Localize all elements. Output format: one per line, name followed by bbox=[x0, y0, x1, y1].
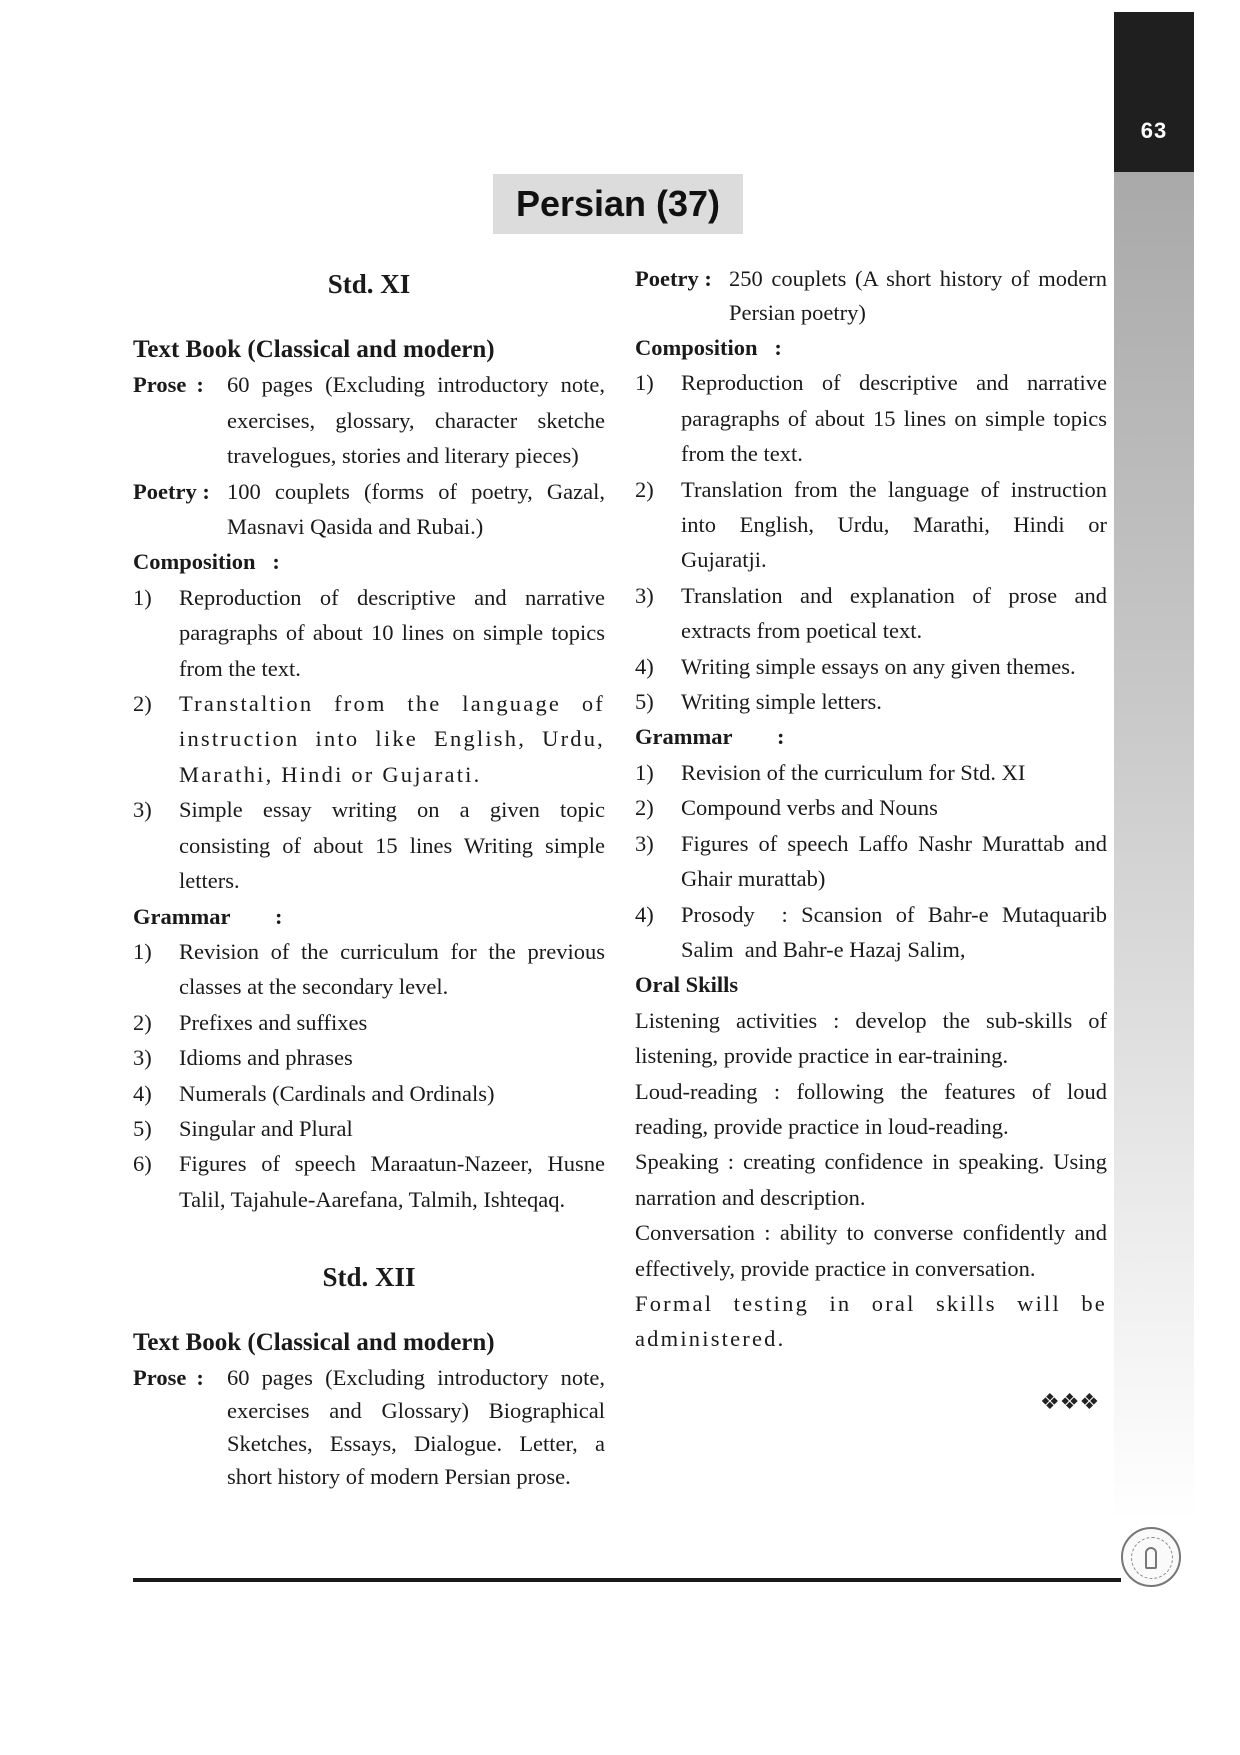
list-item: 3) Simple essay writing on a given topic consisting of about 15 lines Writing simple letters. bbox=[133, 797, 605, 894]
std-xii-textbook-heading: Text Book (Classical and modern) bbox=[133, 1329, 495, 1357]
oral-skills-heading: Oral Skills bbox=[635, 972, 739, 998]
std-xii-poetry bbox=[635, 262, 1107, 330]
list-item: 1) Reproduction of descriptive and narrative paragraphs of about 15 lines on simple topics from the text. bbox=[635, 370, 1107, 467]
board-seal-icon bbox=[1121, 1527, 1181, 1587]
oral-formal-testing: Formal testing in oral skills will be administered. bbox=[635, 1290, 1107, 1352]
std-xii-composition-heading: Composition : bbox=[635, 335, 782, 360]
list-item: 3) Idioms and phrases bbox=[133, 1045, 353, 1071]
list-item: 2) Compound verbs and Nouns bbox=[635, 795, 938, 821]
prose-text: 60 pages (Excluding introductory note, exercises, glossary, character sketche travelogues, stories and literary pieces) bbox=[227, 372, 605, 469]
oral-speaking: Speaking : creating confidence in speaking. Using narration and description. bbox=[635, 1149, 1107, 1210]
list-item: 1) Reproduction of descriptive and narrative paragraphs of about 10 lines on simple topics from the text. bbox=[133, 584, 605, 681]
std-xii-heading: Std. XII bbox=[322, 1262, 416, 1293]
std-xii-grammar-heading: Grammar : bbox=[635, 724, 785, 750]
list-item: 3) Figures of speech Laffo Nashr Murattab and Ghair murattab) bbox=[635, 830, 1107, 892]
std-xi-grammar-heading: Grammar : bbox=[133, 903, 283, 929]
std-xi-composition-heading: Composition : bbox=[133, 549, 280, 575]
std-xii-prose: Prose : 60 pages (Excluding introductory note, exercises and Glossary) Biographical Sketches, Essays, Dialogue. Letter, a short history of modern Persian prose. bbox=[133, 1361, 605, 1493]
poetry-label: Poetry : bbox=[635, 266, 712, 291]
list-item: 5) Singular and Plural bbox=[133, 1115, 353, 1141]
list-item: 4) Prosody : Scansion of Bahr-e Mutaquarib Salim and Bahr-e Hazaj Salim, bbox=[635, 901, 1113, 962]
poetry-text: 100 couplets (forms of poetry, Gazal, Masnavi Qasida and Rubai.) bbox=[227, 478, 605, 540]
list-item: 3) Translation and explanation of prose and extracts from poetical text. bbox=[635, 582, 1107, 644]
list-item: 1) Revision of the curriculum for the previous classes at the secondary level. bbox=[133, 938, 605, 1000]
side-gradient-bar bbox=[1114, 172, 1194, 1522]
bottom-rule bbox=[133, 1578, 1121, 1582]
poetry-text: 250 couplets (A short history of modern Persian poetry) bbox=[729, 266, 1107, 325]
prose-text: 60 pages (Excluding introductory note, exercises and Glossary) Biographical Sketches, Essays, Dialogue. Letter, a short history of modern Persian prose. bbox=[227, 1364, 605, 1489]
list-item: 5) Writing simple letters. bbox=[635, 689, 882, 715]
list-item: 4) Writing simple essays on any given themes. bbox=[635, 653, 1076, 679]
poetry-label: Poetry : bbox=[133, 478, 210, 504]
std-xi-poetry bbox=[133, 474, 605, 545]
list-item: 6) Figures of speech Maraatun-Nazeer, Husne Talil, Tajahule-Aarefana, Talmih, Ishteqaq. bbox=[133, 1151, 605, 1212]
page-tab bbox=[1114, 12, 1194, 172]
list-item: 2) Translation from the language of instruction into English, Urdu, Marathi, Hindi or Gujaratji. bbox=[635, 476, 1107, 573]
end-ornament-icon: ❖❖❖ bbox=[1040, 1390, 1100, 1415]
prose-label: Prose bbox=[133, 1364, 187, 1390]
oral-conversation: Conversation : ability to converse confidently and effectively, provide practice in conversation. bbox=[635, 1220, 1107, 1281]
right-column bbox=[635, 262, 1113, 1357]
list-item: 4) Numerals (Cardinals and Ordinals) bbox=[133, 1080, 495, 1106]
std-xi-textbook-heading: Text Book (Classical and modern) bbox=[133, 336, 495, 363]
oral-loud-reading: Loud-reading : following the features of loud reading, provide practice in loud-reading. bbox=[635, 1078, 1107, 1139]
oral-listening: Listening activities : develop the sub-skills of listening, provide practice in ear-training. bbox=[635, 1007, 1107, 1069]
left-column bbox=[133, 262, 605, 1493]
list-item: 1) Revision of the curriculum for Std. XI bbox=[635, 759, 1026, 785]
list-item: 2) Prefixes and suffixes bbox=[133, 1009, 368, 1035]
page-number: 63 bbox=[1140, 118, 1168, 143]
list-item: 2) Transtaltion from the language of instruction into like English, Urdu, Marathi, Hindi or Gujarati. bbox=[133, 691, 605, 787]
prose-label: Prose bbox=[133, 372, 187, 398]
std-xi-heading: Std. XI bbox=[327, 269, 411, 299]
page-title: Persian (37) bbox=[493, 174, 743, 234]
std-xi-prose: Prose : 60 pages (Excluding introductory note, exercises, glossary, character sketche travelogues, stories and literary pieces) bbox=[133, 367, 605, 473]
